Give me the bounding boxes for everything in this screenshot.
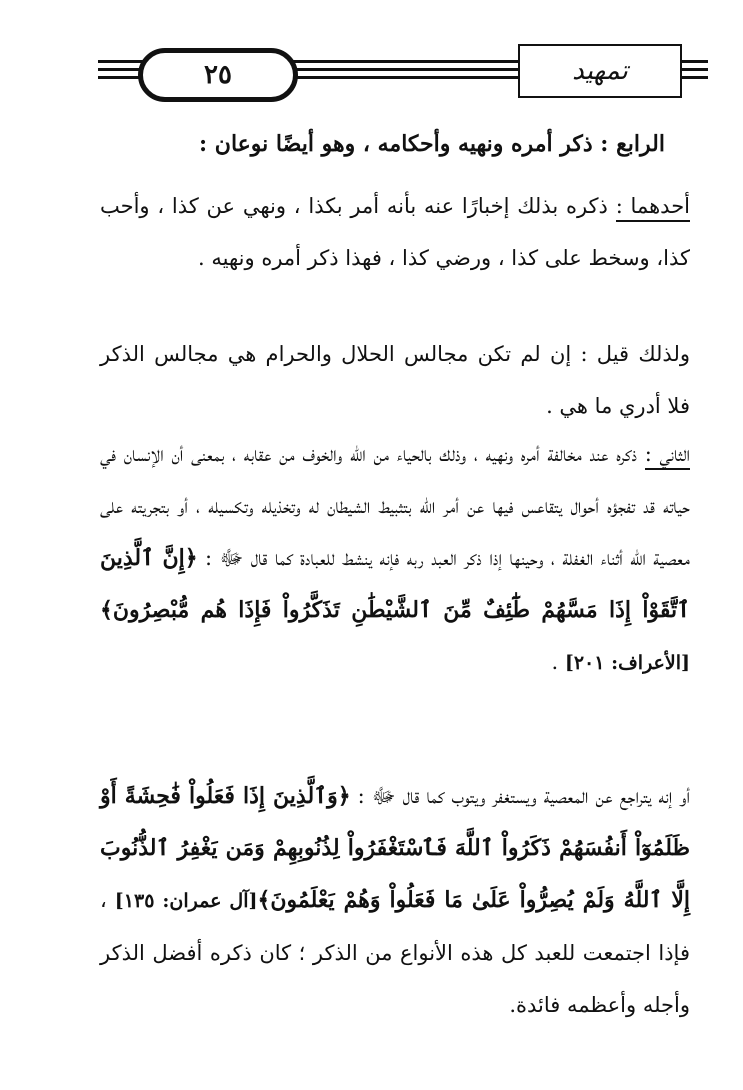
verse-reference-araf: [الأعراف: ٢٠١] <box>564 652 690 674</box>
page-header <box>98 38 708 100</box>
paragraph-text-first: ذكره بذلك إخبارًا عنه بأنه أمر بكذا ، ونهي عن كذا ، وأحب كذا، وسخط على كذا ، ورضي كذا ، فهذا ذكر أمره ونهيه . <box>100 194 690 270</box>
page-number: ٢٥ <box>138 48 298 102</box>
paragraph-end-second: . <box>551 650 565 674</box>
section-heading: الرابع : ذكر أمره ونهيه وأحكامه ، وهو أيضًا نوعان : <box>199 131 665 157</box>
paragraph-repentance <box>100 770 690 1031</box>
verse-reference-imran: [آل عمران: ١٣٥] <box>114 890 258 912</box>
paragraph-text-repentance: أو إنه يتراجع عن المعصية ويستغفر ويتوب كما قال ﷻ : <box>350 784 690 808</box>
paragraph-first-type <box>100 180 690 284</box>
paragraph-label-first: أحدهما : <box>616 194 690 222</box>
paragraph-saying: ولذلك قيل : إن لم تكن مجالس الحلال والحرام هي مجالس الذكر فلا أدري ما هي . <box>100 342 690 418</box>
paragraph-second-type <box>100 428 690 689</box>
quran-verse-imran: ﴿وَٱلَّذِينَ إِذَا فَعَلُواْ فَٰحِشَةً أَوْ ظَلَمُوٓاْ أَنفُسَهُمْ ذَكَرُواْ ٱللَّهَ فَٱسْتَغْفَرُواْ لِذُنُوبِهِمْ وَمَن يَغْفِرُ ٱلذُّنُوبَ إِلَّا ٱللَّهُ وَلَمْ يُصِرُّواْ عَلَىٰ مَا فَعَلُواْ وَهُمْ يَعْلَمُونَ﴾ <box>100 783 690 913</box>
quran-verse-araf: ﴿إِنَّ ٱلَّذِينَ ٱتَّقَوْاْ إِذَا مَسَّهُمْ طَٰٓئِفٌ مِّنَ ٱلشَّيْطَٰنِ تَذَكَّرُواْ فَإِذَا هُم مُّبْصِرُونَ﴾ <box>100 545 690 623</box>
paragraph-label-second: الثاني : <box>645 442 690 470</box>
book-title: تمهيد <box>518 44 682 98</box>
paragraph-conclusion: ، فإذا اجتمعت للعبد كل هذه الأنواع من الذكر ؛ كان ذكره أفضل الذكر وأجله وأعظمه فائدة. <box>100 888 690 1017</box>
paragraph-text-second: ذكره عند مخالفة أمره ونهيه ، وذلك بالحياء من الله والخوف من عقابه ، بمعنى أن الإنسان في حياته قد تفجؤه أحوال يتقاعس فيها عن أمر الله بتثبيط الشيطان له وتخذيله وتكسيله ، أو بتجريته على معصية الله أثناء الغفلة ، وحينها إذا ذكر العبد ربه فإنه ينشط للعبادة كما قال ﷻ : <box>100 442 690 570</box>
